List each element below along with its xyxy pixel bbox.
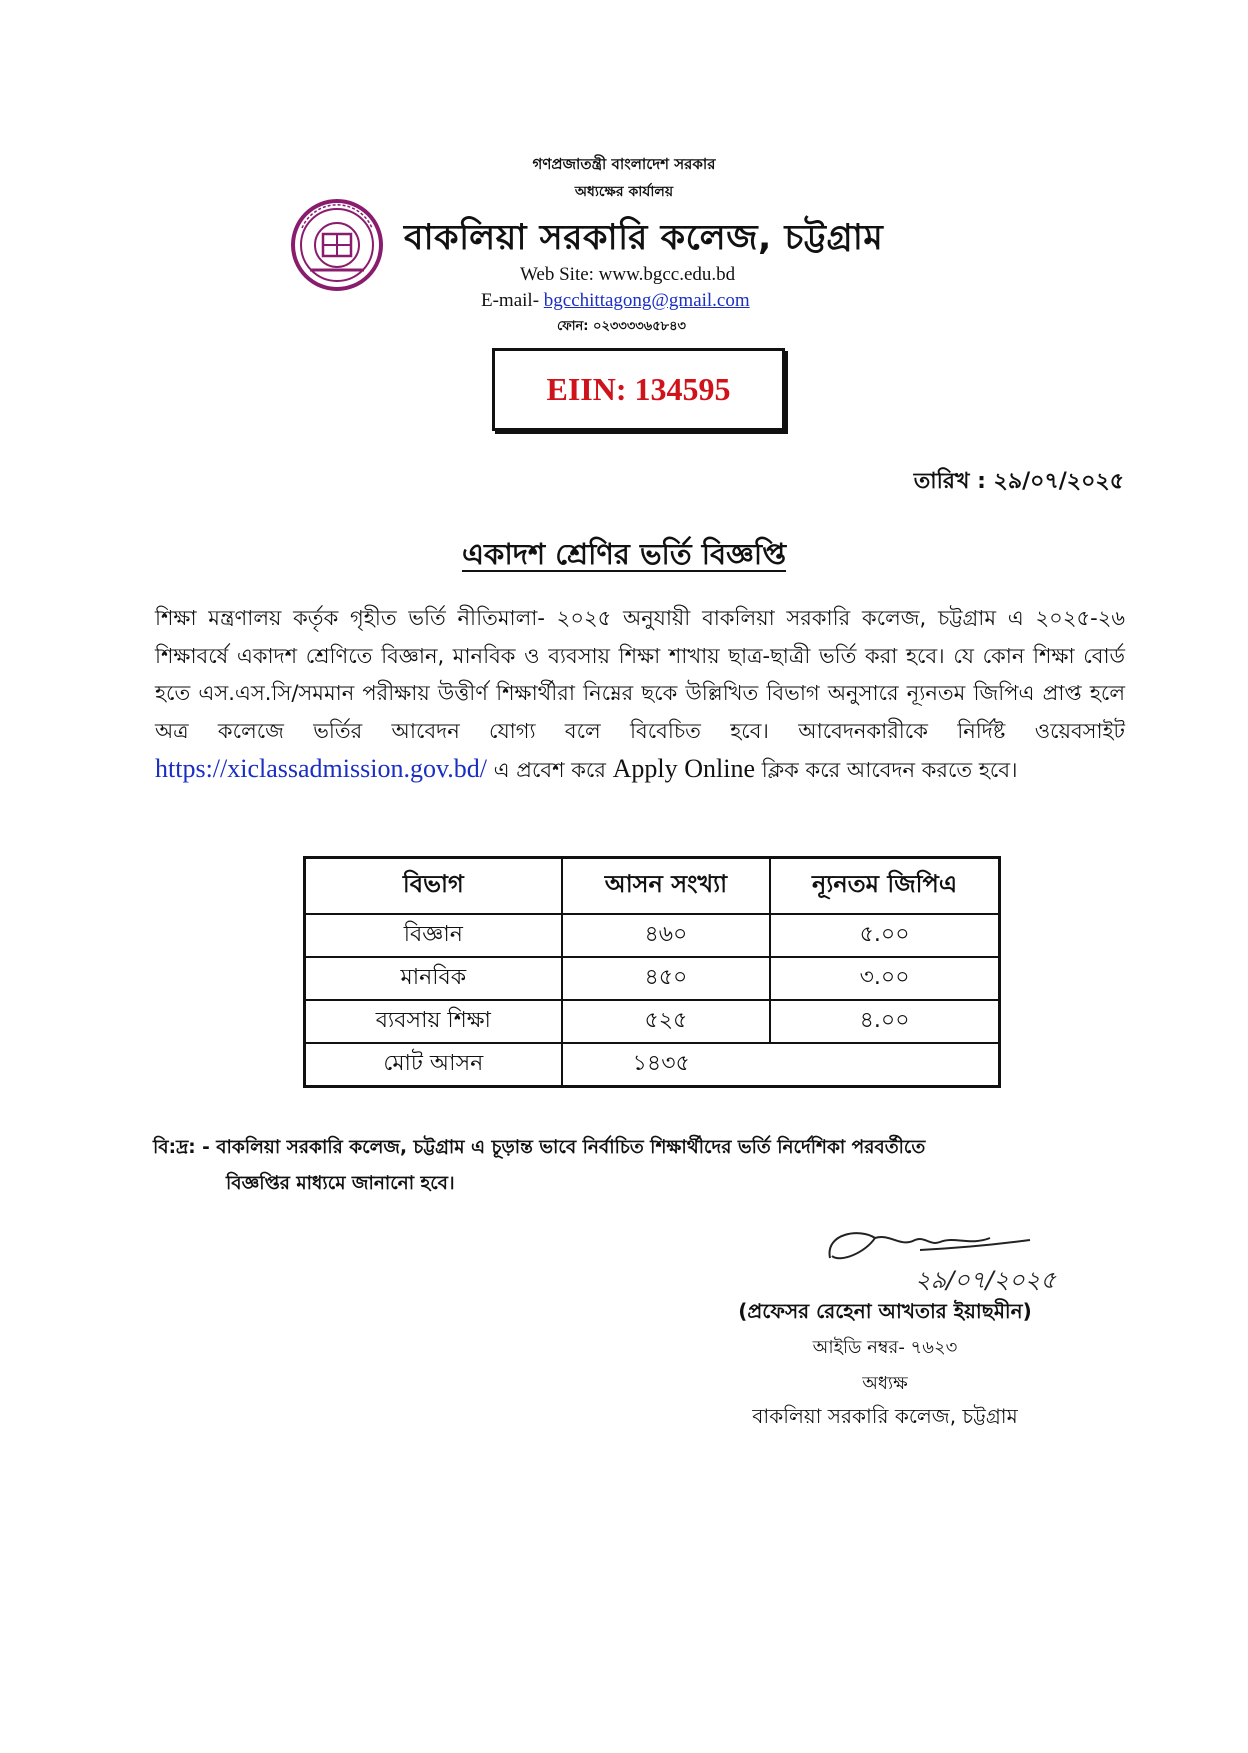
eiin-number: EIIN: 134595 xyxy=(546,371,731,407)
signatory-name: (প্রফেসর রেহেনা আখতার ইয়াছমীন) xyxy=(738,1299,1032,1323)
note-line-2: বিজ্ঞপ্তির মাধ্যমে জানানো হবে। xyxy=(226,1173,455,1194)
body-text-1: শিক্ষা মন্ত্রণালয় কর্তৃক গৃহীত ভর্তি নীতিমালা- ২০২৫ অনুযায়ী বাকলিয়া সরকারি কলেজ, চট্টগ্রাম এ ২০২৫-২৬ শিক্ষাবর্ষে একাদশ শ্রেণিতে বিজ্ঞান, মানবিক ও ব্যবসায় শিক্ষা শাখায় ছাত্র-ছাত্রী ভর্তি করা হবে। যে কোন শিক্ষা বোর্ড হতে এস.এস.সি/সমমান পরীক্ষায় উত্তীর্ণ শিক্ষার্থীরা নিম্নের ছকে উল্লিখিত বিভাগ অনুসারে ন্যূনতম জিপিএ প্রাপ্ত হলে অত্র কলেজে ভর্তির আবেদন যোগ্য বলে বিবেচিত হবে। আবেদনকারীকে নির্দিষ্ট ওয়েবসাইট xyxy=(155,606,1125,743)
college-name: বাকলিয়া সরকারি কলেজ, চট্টগ্রাম xyxy=(404,218,884,258)
apply-text: Apply xyxy=(612,754,678,783)
cell-seats: ৪৬০ xyxy=(562,914,771,957)
seat-table xyxy=(303,856,1001,1088)
cell-department: ব্যবসায় শিক্ষা xyxy=(305,1000,562,1043)
online-text: Online xyxy=(684,754,756,783)
total-value: ১৪৩৫ xyxy=(562,1043,1000,1087)
notice-title xyxy=(0,532,1248,581)
header-department: বিভাগ xyxy=(305,858,562,915)
body-text-2: এ প্রবেশ করে xyxy=(486,758,613,782)
signatory-college: বাকলিয়া সরকারি কলেজ, চট্টগ্রাম xyxy=(752,1404,1018,1428)
notice-title-text: একাদশ শ্রেণির ভর্তি বিজ্ঞপ্তি xyxy=(461,537,787,571)
table-row xyxy=(305,1000,1000,1043)
eiin-box xyxy=(492,348,785,431)
cell-gpa: ৩.০০ xyxy=(770,957,999,1000)
handwritten-signature xyxy=(820,1218,1120,1308)
website-line: Web Site: www.bgcc.edu.bd xyxy=(520,264,736,285)
signature-date: ২৯/০৭/২০২৫ xyxy=(915,1266,1056,1294)
notice-date: তারিখ : ২৯/০৭/২০২৫ xyxy=(913,469,1124,494)
header-min-gpa: ন্যূনতম জিপিএ xyxy=(770,858,999,915)
cell-gpa: ৫.০০ xyxy=(770,914,999,957)
table-row xyxy=(305,914,1000,957)
body-text-3: ক্লিক করে আবেদন করতে হবে। xyxy=(755,758,1018,782)
note-line-1: বি:দ্র: - বাকলিয়া সরকারি কলেজ, চট্টগ্রাম এ চূড়ান্ত ভাবে নির্বাচিত শিক্ষার্থীদের ভর্তি নির্দেশিকা পরবর্তীতে xyxy=(153,1137,926,1158)
email-label: E-mail- xyxy=(481,290,544,311)
cell-seats: ৫২৫ xyxy=(562,1000,771,1043)
header-seats: আসন সংখ্যা xyxy=(562,858,771,915)
signatory-title: অধ্যক্ষ xyxy=(862,1373,908,1394)
table-header-row xyxy=(305,858,1000,915)
cell-gpa: ৪.০০ xyxy=(770,1000,999,1043)
note-section xyxy=(153,1130,1083,1202)
table-total-row xyxy=(305,1043,1000,1087)
total-label: মোট আসন xyxy=(305,1043,562,1087)
college-seal-logo xyxy=(290,198,384,292)
signatory-id: আইডি নম্বর- ৭৬২৩ xyxy=(812,1337,958,1358)
government-heading: গণপ্রজাতন্ত্রী বাংলাদেশ সরকার xyxy=(532,155,716,173)
table-row xyxy=(305,957,1000,1000)
cell-seats: ৪৫০ xyxy=(562,957,771,1000)
notice-body xyxy=(155,600,1125,790)
cell-department: মানবিক xyxy=(305,957,562,1000)
email-link[interactable]: bgcchittagong@gmail.com xyxy=(543,290,750,311)
cell-department: বিজ্ঞান xyxy=(305,914,562,957)
phone-line: ফোন: ০২৩৩৩৩৬৫৮৪৩ xyxy=(557,319,686,334)
email-line xyxy=(481,290,750,312)
office-heading: অধ্যক্ষের কার্যালয় xyxy=(574,184,674,200)
admission-website-link[interactable]: https://xiclassadmission.gov.bd/ xyxy=(155,754,487,783)
